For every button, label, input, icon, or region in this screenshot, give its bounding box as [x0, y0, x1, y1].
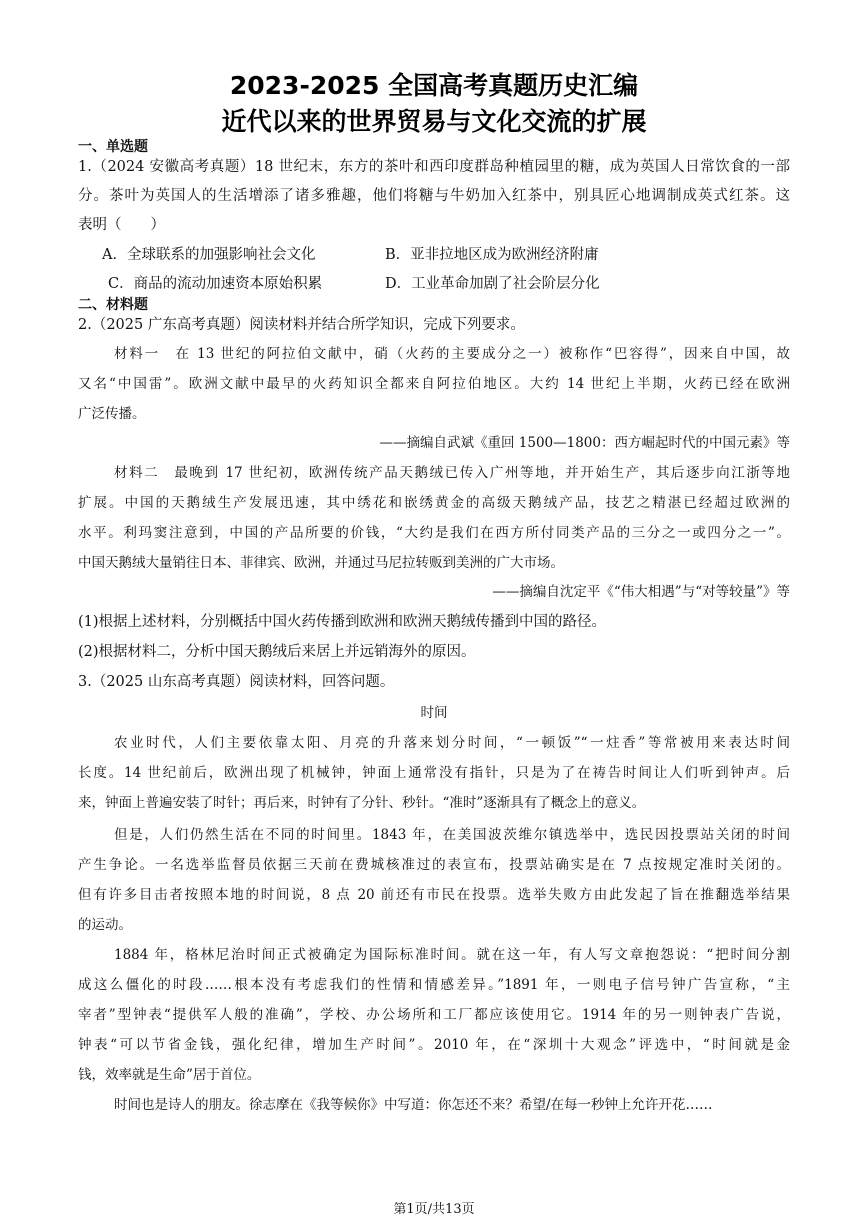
question-1-line: 分。茶叶为英国人的生活增添了诸多雅趣，他们将糖与牛奶加入红茶中，别具匠心地调制成英式红茶。这	[78, 188, 790, 204]
requirement-1: (1)根据上述材料，分别概括中国火药传播到欧洲和欧洲天鹅绒传播到中国的路径。	[78, 614, 607, 630]
material-2-source: ——摘编自沈定平《“伟大相遇”与“对等较量”》等	[492, 584, 790, 600]
material-3-line: 钟表“可以节省金钱，强化纪律，增加生产时间”。2010 年，在“深圳十大观念”评选中，“时间就是金	[78, 1037, 790, 1053]
material-3-line: 钱，效率就是生命”居于首位。	[78, 1067, 261, 1083]
material-3-line: 但是，人们仍然生活在不同的时间里。1843 年，在美国波茨维尔镇选举中，选民因投票站关闭的时间	[114, 827, 790, 843]
material-1-line: 材料一 在 13 世纪的阿拉伯文献中，硝（火药的主要成分之一）被称作“巴容得”，因来自中国，故	[114, 346, 790, 362]
material-3-line: 成这么僵化的时段……根本没有考虑我们的性情和情感差异。”1891 年，一则电子信号钟广告宣称，“主	[78, 977, 790, 993]
material-2-line: 水平。利玛窦注意到，中国的产品所要的价钱，“大约是我们在西方所付同类产品的三分之一或四分之一”。	[78, 525, 790, 541]
material-3-line: 的运动。	[78, 917, 132, 933]
question-2-intro: 2.（2025 广东高考真题）阅读材料并结合所学知识，完成下列要求。	[78, 317, 525, 333]
section-heading-material: 二、材料题	[78, 297, 148, 313]
requirement-2: (2)根据材料二，分析中国天鹅绒后来居上并远销海外的原因。	[78, 644, 476, 660]
material-3-line: 长度。14 世纪前后，欧洲出现了机械钟，钟面上通常没有指针，只是为了在祷告时间让人们听到钟声。后	[78, 765, 790, 781]
option-d: D．工业革命加剧了社会阶层分化	[385, 276, 600, 292]
material-3-line: 但有许多目击者按照本地的时间说，8 点 20 前还有市民在投票。选举失败方由此发起了旨在推翻选举结果	[78, 887, 790, 903]
page-subtitle: 近代以来的世界贸易与文化交流的扩展	[221, 107, 647, 136]
question-1-line: 1.（2024 安徽高考真题）18 世纪末，东方的茶叶和西印度群岛种植园里的糖，成为英国人日常饮食的一部	[78, 159, 790, 175]
page-indicator: 第1页/共13页	[393, 1202, 475, 1217]
option-c: C．商品的流动加速资本原始积累	[108, 276, 323, 292]
material-3-line: 宰者”型钟表“提供军人般的准确”，学校、办公场所和工厂都应该使用它。1914 年的另一则钟表广告说，	[78, 1007, 790, 1023]
question-3-intro: 3.（2025 山东高考真题）阅读材料，回答问题。	[78, 674, 395, 690]
material-2-line: 材料二 最晚到 17 世纪初，欧洲传统产品天鹅绒已传入广州等地，并开始生产，其后逐步向江浙等地	[114, 465, 790, 481]
material-3-line: 来，钟面上普遍安装了时针；再后来，时钟有了分针、秒针。“准时”逐渐具有了概念上的意义。	[78, 795, 646, 811]
material-3-line: 产生争论。一名选举监督员依据三天前在费城核准过的表宣布，投票站确实是在 7 点按规定准时关闭的。	[78, 857, 790, 873]
material-subtitle: 时间	[420, 705, 448, 721]
section-heading-single-choice: 一、单选题	[78, 139, 148, 155]
material-1-line: 又名“中国雷”。欧洲文献中最早的火药知识全都来自阿拉伯地区。大约 14 世纪上半期，火药已经在欧洲	[78, 376, 790, 392]
option-a: A．全球联系的加强影响社会文化	[102, 247, 316, 263]
material-1-source: ——摘编自武斌《重回 1500—1800：西方崛起时代的中国元素》等	[379, 435, 790, 451]
material-1-line: 广泛传播。	[78, 406, 146, 422]
question-1-line: 表明（ ）	[78, 217, 165, 233]
material-3-line: 农业时代，人们主要依靠太阳、月亮的升落来划分时间，“一顿饭”“一炷香”等常被用来表达时间	[114, 735, 790, 751]
material-3-line: 时间也是诗人的朋友。徐志摩在《我等候你》中写道：你怎还不来？希望/在每一秒钟上允许开花……	[114, 1097, 713, 1113]
material-3-line: 1884 年，格林尼治时间正式被确定为国际标准时间。就在这一年，有人写文章抱怨说：“把时间分割	[114, 947, 790, 963]
material-2-line: 中国天鹅绒大量销往日本、菲律宾、欧洲，并通过马尼拉转贩到美洲的广大市场。	[78, 555, 564, 571]
page-title: 2023-2025 全国高考真题历史汇编	[229, 71, 639, 100]
option-b: B．亚非拉地区成为欧洲经济附庸	[385, 247, 599, 263]
material-2-line: 扩展。中国的天鹅绒生产发展迅速，其中绣花和嵌绣黄金的高级天鹅绒产品，技艺之精湛已经超过欧洲的	[78, 495, 790, 511]
